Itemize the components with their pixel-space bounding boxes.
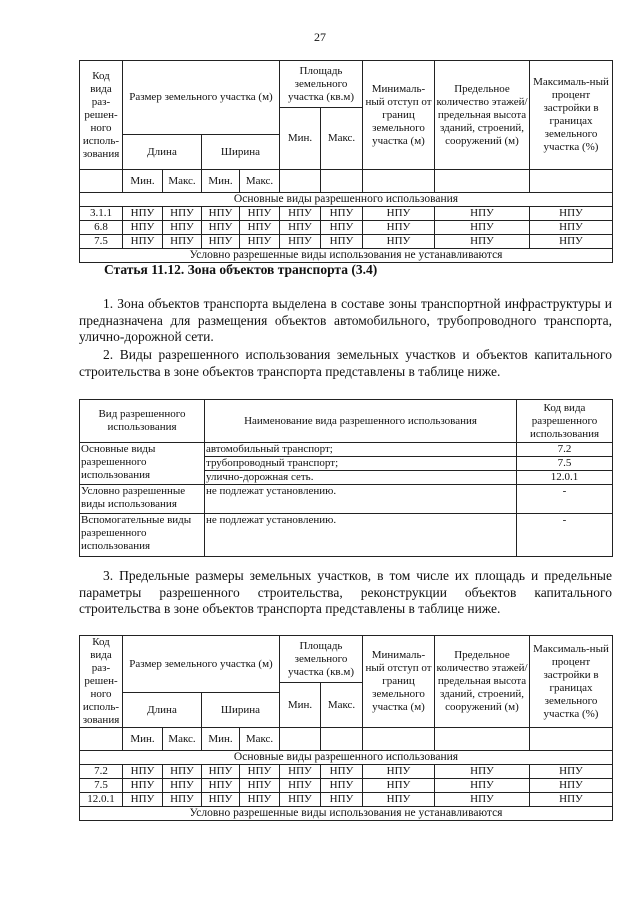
- table-cell: 3.1.1: [80, 207, 123, 221]
- table-cell: 7.2: [80, 765, 123, 779]
- table-cell: 7.5: [80, 235, 123, 249]
- header-length-max: Макс.: [163, 728, 202, 751]
- types-main-name: улично-дорожная сеть.: [205, 471, 517, 485]
- table-cell: НПУ: [321, 765, 363, 779]
- table-cell: НПУ: [123, 793, 163, 807]
- table-cell: НПУ: [363, 207, 435, 221]
- table-cell: НПУ: [163, 207, 202, 221]
- types-main-label: Основные виды разрешенного использования: [80, 443, 205, 485]
- table-cell: НПУ: [530, 207, 613, 221]
- header-code-cont: [80, 170, 123, 193]
- header-area-max: Макс.: [321, 108, 363, 170]
- types-aux-name: не подлежат установлению.: [205, 514, 517, 557]
- table-row: [80, 779, 613, 793]
- header-width: Ширина: [202, 135, 280, 170]
- table-cell: НПУ: [280, 235, 321, 249]
- table-cell: НПУ: [435, 221, 530, 235]
- table-cell: НПУ: [280, 221, 321, 235]
- header-floors: Предельное количество этажей/ предельная высота зданий, строений, сооружений (м): [435, 636, 530, 728]
- section-main: Основные виды разрешенного использования: [80, 193, 613, 207]
- table-cell: НПУ: [435, 779, 530, 793]
- types-header-name: Наименование вида разрешенного использования: [205, 400, 517, 443]
- table-cell: НПУ: [530, 235, 613, 249]
- header-area-max: Макс.: [321, 683, 363, 728]
- table-cell: НПУ: [435, 793, 530, 807]
- header-size: Размер земельного участка (м): [123, 61, 280, 135]
- table-cell: НПУ: [163, 235, 202, 249]
- table-cell: НПУ: [363, 779, 435, 793]
- table-cell: НПУ: [435, 207, 530, 221]
- table-cell: НПУ: [202, 765, 240, 779]
- section-main: Основные виды разрешенного использования: [80, 751, 613, 765]
- header-length: Длина: [123, 693, 202, 728]
- table-cell: НПУ: [363, 765, 435, 779]
- table-cell: НПУ: [530, 779, 613, 793]
- table-cell: НПУ: [240, 765, 280, 779]
- table-row: [80, 765, 613, 779]
- table-cell: НПУ: [363, 793, 435, 807]
- paragraph-3: 3. Предельные размеры земельных участков, в том числе их площадь и предельные параметры разрешенного строительства, реконструкции объектов капитального строительства в зоне объектов транспорта представлены в таблице ниже.: [79, 568, 612, 616]
- table-cell: НПУ: [280, 779, 321, 793]
- types-table: [79, 399, 613, 557]
- header-length-min: Мин.: [123, 170, 163, 193]
- table-cell: НПУ: [363, 221, 435, 235]
- header-area: Площадь земельного участка (кв.м): [280, 636, 363, 683]
- types-main-code: 7.5: [517, 457, 613, 471]
- header-code: Код вида раз-решен-ного исполь-зования: [80, 636, 123, 728]
- table-cell: НПУ: [435, 235, 530, 249]
- header-area: Площадь земельного участка (кв.м): [280, 61, 363, 108]
- table-cell: НПУ: [163, 793, 202, 807]
- table-cell: 7.5: [80, 779, 123, 793]
- types-aux-label: Вспомогательные виды разрешенного использования: [80, 514, 205, 557]
- table-cell: НПУ: [202, 221, 240, 235]
- types-main-code: 12.0.1: [517, 471, 613, 485]
- table-cell: НПУ: [240, 207, 280, 221]
- paragraph-1: 1. Зона объектов транспорта выделена в составе зоны транспортной инфраструктуры и предназначена для размещения объектов автомобильного, трубопроводного транспорта, улично-дорожной сети.: [79, 296, 612, 344]
- header-width-max: Макс.: [240, 728, 280, 751]
- section-conditional: Условно разрешенные виды использования не устанавливаются: [80, 249, 613, 263]
- section-conditional: Условно разрешенные виды использования не устанавливаются: [80, 807, 613, 821]
- header-setback: Минималь-ный отступ от границ земельного участка (м): [363, 636, 435, 728]
- table-cell: 12.0.1: [80, 793, 123, 807]
- header-length: Длина: [123, 135, 202, 170]
- header-size: Размер земельного участка (м): [123, 636, 280, 693]
- table-cell: НПУ: [163, 779, 202, 793]
- header-coverage: Максималь-ный процент застройки в границах земельного участка (%): [530, 636, 613, 728]
- table-row: [80, 221, 613, 235]
- header-code: Код вида раз-решен-ного исполь-зования: [80, 61, 123, 170]
- table-cell: НПУ: [202, 235, 240, 249]
- table-cell: НПУ: [280, 793, 321, 807]
- table-cell: НПУ: [321, 793, 363, 807]
- table-cell: 6.8: [80, 221, 123, 235]
- table-cell: НПУ: [321, 779, 363, 793]
- table-cell: НПУ: [530, 221, 613, 235]
- table-cell: НПУ: [240, 793, 280, 807]
- table-cell: НПУ: [363, 235, 435, 249]
- header-floors: Предельное количество этажей/ предельная высота зданий, строений, сооружений (м): [435, 61, 530, 170]
- header-code-cont: [80, 728, 123, 751]
- table-cell: НПУ: [123, 235, 163, 249]
- article-heading: Статья 11.12. Зона объектов транспорта (3.4): [104, 262, 378, 277]
- types-main-name: трубопроводный транспорт;: [205, 457, 517, 471]
- types-main-name: автомобильный транспорт;: [205, 443, 517, 457]
- table-row: [80, 793, 613, 807]
- types-header-code: Код вида разрешенного использования: [517, 400, 613, 443]
- table-row: [80, 207, 613, 221]
- header-length-min: Мин.: [123, 728, 163, 751]
- params-table-1: [79, 60, 613, 263]
- header-width-max: Макс.: [240, 170, 280, 193]
- table-cell: НПУ: [202, 779, 240, 793]
- table-cell: НПУ: [123, 207, 163, 221]
- table-cell: НПУ: [435, 765, 530, 779]
- table-cell: НПУ: [163, 221, 202, 235]
- header-area-min: Мин.: [280, 108, 321, 170]
- table-cell: НПУ: [123, 221, 163, 235]
- table-cell: НПУ: [123, 765, 163, 779]
- types-conditional-label: Условно разрешенные виды использования: [80, 485, 205, 514]
- table-cell: НПУ: [321, 207, 363, 221]
- header-length-max: Макс.: [163, 170, 202, 193]
- table-cell: НПУ: [240, 235, 280, 249]
- table-cell: НПУ: [202, 793, 240, 807]
- paragraph-2: 2. Виды разрешенного использования земельных участков и объектов капитального строительства в зоне объектов транспорта представлены в таблице ниже.: [79, 347, 612, 379]
- types-aux-code: -: [517, 514, 613, 557]
- table-cell: НПУ: [530, 765, 613, 779]
- table-cell: НПУ: [280, 765, 321, 779]
- header-setback: Минималь-ный отступ от границ земельного участка (м): [363, 61, 435, 170]
- header-width-min: Мин.: [202, 728, 240, 751]
- page-number: 27: [314, 30, 326, 44]
- types-conditional-name: не подлежат установлению.: [205, 485, 517, 514]
- table-cell: НПУ: [321, 235, 363, 249]
- table-cell: НПУ: [530, 793, 613, 807]
- header-width-min: Мин.: [202, 170, 240, 193]
- types-conditional-code: -: [517, 485, 613, 514]
- header-width: Ширина: [202, 693, 280, 728]
- types-main-code: 7.2: [517, 443, 613, 457]
- table-cell: НПУ: [240, 221, 280, 235]
- table-cell: НПУ: [321, 221, 363, 235]
- table-cell: НПУ: [280, 207, 321, 221]
- params-table-2: [79, 635, 613, 821]
- table-cell: НПУ: [240, 779, 280, 793]
- header-area-min: Мин.: [280, 683, 321, 728]
- table-cell: НПУ: [123, 779, 163, 793]
- table-cell: НПУ: [202, 207, 240, 221]
- header-coverage: Максималь-ный процент застройки в границах земельного участка (%): [530, 61, 613, 170]
- table-row: [80, 235, 613, 249]
- types-header-kind: Вид разрешенного использования: [80, 400, 205, 443]
- table-cell: НПУ: [163, 765, 202, 779]
